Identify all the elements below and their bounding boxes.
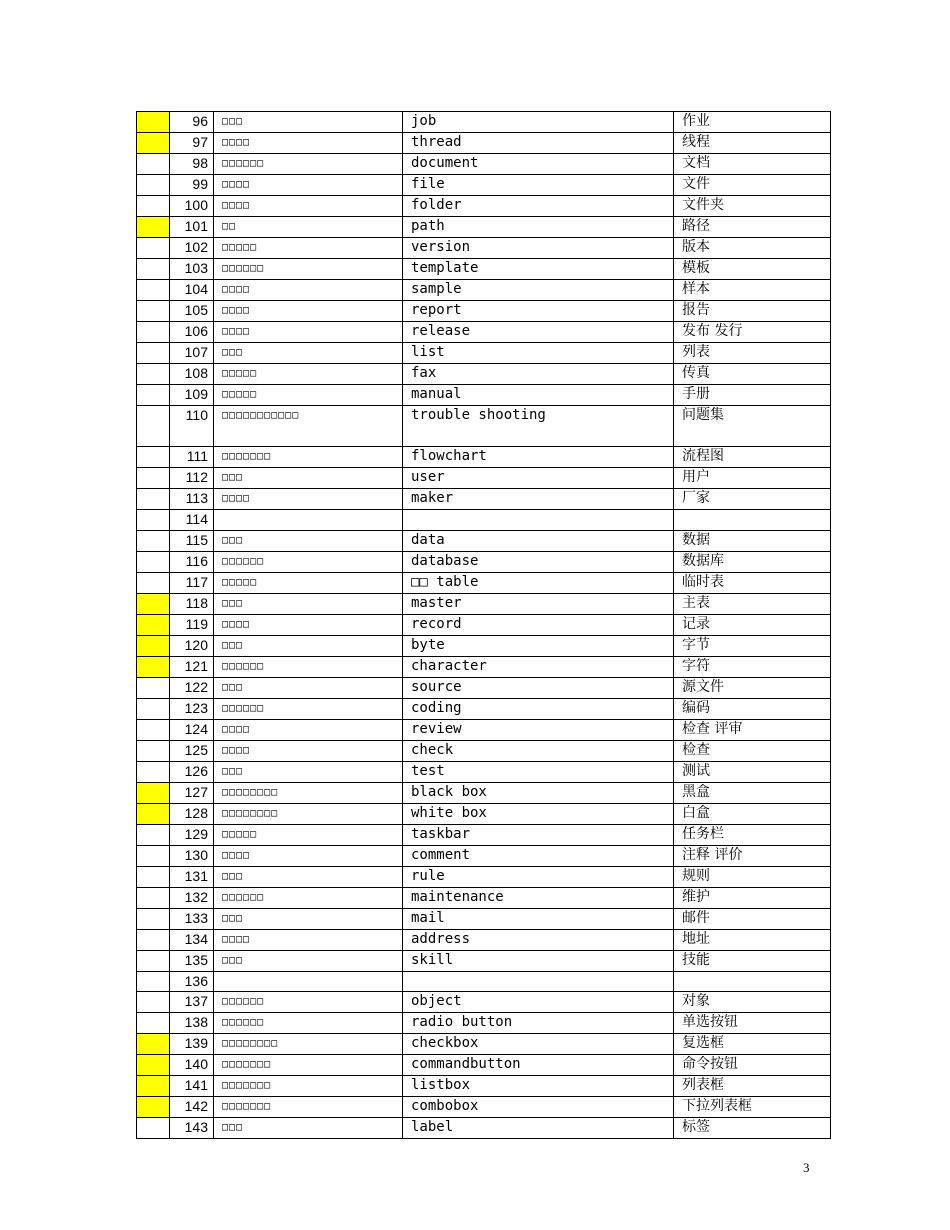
japanese-term-cell: □□□□□: [214, 572, 403, 593]
english-term-cell: version: [403, 238, 674, 259]
row-number-cell: 112: [170, 468, 214, 489]
row-number-cell: 127: [170, 782, 214, 803]
chinese-term-cell: 维护: [674, 887, 831, 908]
marker-cell: [137, 824, 170, 845]
english-term-cell: white box: [403, 803, 674, 824]
table-row: [137, 1034, 831, 1055]
row-number-cell: 108: [170, 364, 214, 385]
chinese-term-cell: 邮件: [674, 908, 831, 929]
marker-cell: [137, 489, 170, 510]
table-row: [137, 154, 831, 175]
japanese-term-cell: □□□: [214, 112, 403, 133]
row-number-cell: 122: [170, 677, 214, 698]
japanese-term-cell: □□□□□: [214, 364, 403, 385]
english-term-cell: [403, 510, 674, 531]
table-row: [137, 845, 831, 866]
table-row: [137, 510, 831, 531]
chinese-term-cell: 厂家: [674, 489, 831, 510]
english-term-cell: review: [403, 719, 674, 740]
japanese-term-cell: □□□□□□□: [214, 1055, 403, 1076]
english-term-cell: coding: [403, 698, 674, 719]
row-number-cell: 107: [170, 343, 214, 364]
marker-cell: [137, 238, 170, 259]
marker-cell: [137, 1013, 170, 1034]
table-row: [137, 175, 831, 196]
chinese-term-cell: 检查: [674, 740, 831, 761]
highlight-marker-cell: [137, 133, 170, 154]
marker-cell: [137, 551, 170, 572]
highlight-marker-cell: [137, 593, 170, 614]
japanese-term-cell: □□□□: [214, 175, 403, 196]
table-row: [137, 112, 831, 133]
row-number-cell: 124: [170, 719, 214, 740]
japanese-term-cell: □□□□□□: [214, 259, 403, 280]
chinese-term-cell: 发布 发行: [674, 322, 831, 343]
english-term-cell: label: [403, 1118, 674, 1139]
chinese-term-cell: 源文件: [674, 677, 831, 698]
marker-cell: [137, 364, 170, 385]
chinese-term-cell: 报告: [674, 301, 831, 322]
japanese-term-cell: □□□: [214, 468, 403, 489]
japanese-term-cell: □□□□: [214, 740, 403, 761]
japanese-term-cell: □□□□□□□□: [214, 1034, 403, 1055]
row-number-cell: 143: [170, 1118, 214, 1139]
table-row: [137, 698, 831, 719]
english-term-cell: □□ table: [403, 572, 674, 593]
table-row: [137, 929, 831, 950]
chinese-term-cell: 对象: [674, 992, 831, 1013]
table-row: [137, 551, 831, 572]
english-term-cell: thread: [403, 133, 674, 154]
row-number-cell: 116: [170, 551, 214, 572]
marker-cell: [137, 887, 170, 908]
chinese-term-cell: 字符: [674, 656, 831, 677]
japanese-term-cell: □□□□: [214, 196, 403, 217]
row-number-cell: 123: [170, 698, 214, 719]
chinese-term-cell: 列表框: [674, 1076, 831, 1097]
table-row: [137, 992, 831, 1013]
table-row: [137, 971, 831, 992]
chinese-term-cell: 临时表: [674, 572, 831, 593]
japanese-term-cell: □□□□□: [214, 238, 403, 259]
highlight-marker-cell: [137, 217, 170, 238]
marker-cell: [137, 572, 170, 593]
table-row: [137, 1013, 831, 1034]
row-number-cell: 120: [170, 635, 214, 656]
highlight-marker-cell: [137, 1034, 170, 1055]
chinese-term-cell: 单选按钮: [674, 1013, 831, 1034]
marker-cell: [137, 1118, 170, 1139]
table-row: [137, 866, 831, 887]
english-term-cell: checkbox: [403, 1034, 674, 1055]
table-row: [137, 217, 831, 238]
english-term-cell: list: [403, 343, 674, 364]
row-number-cell: 102: [170, 238, 214, 259]
marker-cell: [137, 301, 170, 322]
chinese-term-cell: [674, 510, 831, 531]
highlight-marker-cell: [137, 803, 170, 824]
table-row: [137, 803, 831, 824]
japanese-term-cell: □□□: [214, 530, 403, 551]
english-term-cell: mail: [403, 908, 674, 929]
english-term-cell: fax: [403, 364, 674, 385]
english-term-cell: comment: [403, 845, 674, 866]
japanese-term-cell: □□□: [214, 677, 403, 698]
english-term-cell: skill: [403, 950, 674, 971]
table-row: [137, 406, 831, 447]
english-term-cell: sample: [403, 280, 674, 301]
marker-cell: [137, 740, 170, 761]
japanese-term-cell: □□□□□□: [214, 154, 403, 175]
japanese-term-cell: □□□□□□□□: [214, 803, 403, 824]
chinese-term-cell: 规则: [674, 866, 831, 887]
row-number-cell: 142: [170, 1097, 214, 1118]
english-term-cell: record: [403, 614, 674, 635]
english-term-cell: master: [403, 593, 674, 614]
chinese-term-cell: 下拉列表框: [674, 1097, 831, 1118]
row-number-cell: 129: [170, 824, 214, 845]
row-number-cell: 119: [170, 614, 214, 635]
english-term-cell: manual: [403, 385, 674, 406]
japanese-term-cell: □□□: [214, 593, 403, 614]
english-term-cell: data: [403, 530, 674, 551]
highlight-marker-cell: [137, 614, 170, 635]
chinese-term-cell: 模板: [674, 259, 831, 280]
table-row: [137, 280, 831, 301]
japanese-term-cell: [214, 971, 403, 992]
marker-cell: [137, 280, 170, 301]
row-number-cell: 137: [170, 992, 214, 1013]
english-term-cell: radio button: [403, 1013, 674, 1034]
row-number-cell: 96: [170, 112, 214, 133]
marker-cell: [137, 908, 170, 929]
marker-cell: [137, 761, 170, 782]
japanese-term-cell: □□: [214, 217, 403, 238]
english-term-cell: path: [403, 217, 674, 238]
table-row: [137, 1097, 831, 1118]
row-number-cell: 126: [170, 761, 214, 782]
table-row: [137, 133, 831, 154]
chinese-term-cell: 数据库: [674, 551, 831, 572]
japanese-term-cell: □□□□□□: [214, 887, 403, 908]
marker-cell: [137, 929, 170, 950]
chinese-term-cell: 文件夹: [674, 196, 831, 217]
english-term-cell: character: [403, 656, 674, 677]
japanese-term-cell: [214, 510, 403, 531]
japanese-term-cell: □□□□□□: [214, 1013, 403, 1034]
japanese-term-cell: □□□□□□: [214, 551, 403, 572]
japanese-term-cell: □□□□: [214, 845, 403, 866]
highlight-marker-cell: [137, 1097, 170, 1118]
highlight-marker-cell: [137, 635, 170, 656]
row-number-cell: 135: [170, 950, 214, 971]
chinese-term-cell: [674, 971, 831, 992]
marker-cell: [137, 322, 170, 343]
english-term-cell: object: [403, 992, 674, 1013]
english-term-cell: database: [403, 551, 674, 572]
japanese-term-cell: □□□: [214, 761, 403, 782]
chinese-term-cell: 问题集: [674, 406, 831, 447]
english-term-cell: maintenance: [403, 887, 674, 908]
marker-cell: [137, 698, 170, 719]
chinese-term-cell: 编码: [674, 698, 831, 719]
english-term-cell: [403, 971, 674, 992]
row-number-cell: 114: [170, 510, 214, 531]
japanese-term-cell: □□□□□□□: [214, 1076, 403, 1097]
english-term-cell: check: [403, 740, 674, 761]
japanese-term-cell: □□□□□□□□: [214, 782, 403, 803]
english-term-cell: taskbar: [403, 824, 674, 845]
english-term-cell: job: [403, 112, 674, 133]
row-number-cell: 103: [170, 259, 214, 280]
row-number-cell: 132: [170, 887, 214, 908]
row-number-cell: 109: [170, 385, 214, 406]
table-row: [137, 824, 831, 845]
table-row: [137, 950, 831, 971]
english-term-cell: template: [403, 259, 674, 280]
chinese-term-cell: 地址: [674, 929, 831, 950]
table-row: [137, 740, 831, 761]
row-number-cell: 134: [170, 929, 214, 950]
table-row: [137, 364, 831, 385]
marker-cell: [137, 175, 170, 196]
chinese-term-cell: 黑盒: [674, 782, 831, 803]
row-number-cell: 101: [170, 217, 214, 238]
chinese-term-cell: 复选框: [674, 1034, 831, 1055]
row-number-cell: 118: [170, 593, 214, 614]
english-term-cell: test: [403, 761, 674, 782]
marker-cell: [137, 845, 170, 866]
chinese-term-cell: 流程图: [674, 447, 831, 468]
table-row: [137, 468, 831, 489]
table-row: [137, 196, 831, 217]
japanese-term-cell: □□□□: [214, 489, 403, 510]
japanese-term-cell: □□□□: [214, 322, 403, 343]
chinese-term-cell: 主表: [674, 593, 831, 614]
row-number-cell: 136: [170, 971, 214, 992]
row-number-cell: 111: [170, 447, 214, 468]
japanese-term-cell: □□□□: [214, 614, 403, 635]
japanese-term-cell: □□□□: [214, 280, 403, 301]
chinese-term-cell: 样本: [674, 280, 831, 301]
glossary-table-body: [137, 112, 831, 1139]
row-number-cell: 100: [170, 196, 214, 217]
marker-cell: [137, 468, 170, 489]
table-row: [137, 259, 831, 280]
chinese-term-cell: 任务栏: [674, 824, 831, 845]
japanese-term-cell: □□□□□□: [214, 698, 403, 719]
table-row: [137, 1055, 831, 1076]
row-number-cell: 115: [170, 530, 214, 551]
table-row: [137, 385, 831, 406]
chinese-term-cell: 技能: [674, 950, 831, 971]
marker-cell: [137, 385, 170, 406]
chinese-term-cell: 注释 评价: [674, 845, 831, 866]
table-row: [137, 447, 831, 468]
chinese-term-cell: 数据: [674, 530, 831, 551]
chinese-term-cell: 作业: [674, 112, 831, 133]
japanese-term-cell: □□□: [214, 635, 403, 656]
chinese-term-cell: 版本: [674, 238, 831, 259]
table-row: [137, 761, 831, 782]
chinese-term-cell: 文件: [674, 175, 831, 196]
japanese-term-cell: □□□□: [214, 719, 403, 740]
marker-cell: [137, 992, 170, 1013]
table-row: [137, 614, 831, 635]
japanese-term-cell: □□□: [214, 866, 403, 887]
row-number-cell: 139: [170, 1034, 214, 1055]
chinese-term-cell: 测试: [674, 761, 831, 782]
row-number-cell: 130: [170, 845, 214, 866]
chinese-term-cell: 线程: [674, 133, 831, 154]
marker-cell: [137, 259, 170, 280]
english-term-cell: commandbutton: [403, 1055, 674, 1076]
marker-cell: [137, 530, 170, 551]
highlight-marker-cell: [137, 1055, 170, 1076]
table-row: [137, 238, 831, 259]
row-number-cell: 106: [170, 322, 214, 343]
english-term-cell: release: [403, 322, 674, 343]
marker-cell: [137, 154, 170, 175]
marker-cell: [137, 406, 170, 447]
japanese-term-cell: □□□: [214, 1118, 403, 1139]
english-term-cell: document: [403, 154, 674, 175]
chinese-term-cell: 命令按钮: [674, 1055, 831, 1076]
chinese-term-cell: 手册: [674, 385, 831, 406]
english-term-cell: byte: [403, 635, 674, 656]
row-number-cell: 125: [170, 740, 214, 761]
table-row: [137, 572, 831, 593]
row-number-cell: 99: [170, 175, 214, 196]
english-term-cell: combobox: [403, 1097, 674, 1118]
row-number-cell: 97: [170, 133, 214, 154]
japanese-term-cell: □□□□□□□□□□□: [214, 406, 403, 447]
row-number-cell: 104: [170, 280, 214, 301]
chinese-term-cell: 白盒: [674, 803, 831, 824]
chinese-term-cell: 用户: [674, 468, 831, 489]
english-term-cell: report: [403, 301, 674, 322]
japanese-term-cell: □□□□□: [214, 824, 403, 845]
highlight-marker-cell: [137, 1076, 170, 1097]
page-number: 3: [803, 1160, 810, 1175]
marker-cell: [137, 677, 170, 698]
table-row: [137, 301, 831, 322]
row-number-cell: 140: [170, 1055, 214, 1076]
japanese-term-cell: □□□□□□: [214, 992, 403, 1013]
english-term-cell: listbox: [403, 1076, 674, 1097]
english-term-cell: flowchart: [403, 447, 674, 468]
chinese-term-cell: 记录: [674, 614, 831, 635]
english-term-cell: source: [403, 677, 674, 698]
chinese-term-cell: 列表: [674, 343, 831, 364]
japanese-term-cell: □□□□: [214, 929, 403, 950]
english-term-cell: maker: [403, 489, 674, 510]
table-row: [137, 343, 831, 364]
row-number-cell: 141: [170, 1076, 214, 1097]
table-row: [137, 782, 831, 803]
row-number-cell: 113: [170, 489, 214, 510]
japanese-term-cell: □□□□: [214, 301, 403, 322]
table-row: [137, 635, 831, 656]
japanese-term-cell: □□□□□□: [214, 656, 403, 677]
table-row: [137, 677, 831, 698]
marker-cell: [137, 971, 170, 992]
row-number-cell: 138: [170, 1013, 214, 1034]
highlight-marker-cell: [137, 656, 170, 677]
highlight-marker-cell: [137, 782, 170, 803]
table-row: [137, 1076, 831, 1097]
marker-cell: [137, 196, 170, 217]
marker-cell: [137, 866, 170, 887]
japanese-term-cell: □□□: [214, 950, 403, 971]
japanese-term-cell: □□□□: [214, 133, 403, 154]
table-row: [137, 887, 831, 908]
english-term-cell: folder: [403, 196, 674, 217]
row-number-cell: 131: [170, 866, 214, 887]
japanese-term-cell: □□□: [214, 343, 403, 364]
chinese-term-cell: 文档: [674, 154, 831, 175]
english-term-cell: address: [403, 929, 674, 950]
marker-cell: [137, 510, 170, 531]
table-row: [137, 593, 831, 614]
row-number-cell: 110: [170, 406, 214, 447]
row-number-cell: 121: [170, 656, 214, 677]
row-number-cell: 128: [170, 803, 214, 824]
highlight-marker-cell: [137, 112, 170, 133]
table-row: [137, 489, 831, 510]
marker-cell: [137, 343, 170, 364]
english-term-cell: trouble shooting: [403, 406, 674, 447]
chinese-term-cell: 路径: [674, 217, 831, 238]
table-row: [137, 322, 831, 343]
chinese-term-cell: 传真: [674, 364, 831, 385]
chinese-term-cell: 检查 评审: [674, 719, 831, 740]
glossary-table: [136, 111, 831, 1139]
japanese-term-cell: □□□□□□□: [214, 447, 403, 468]
chinese-term-cell: 字节: [674, 635, 831, 656]
english-term-cell: rule: [403, 866, 674, 887]
japanese-term-cell: □□□□□: [214, 385, 403, 406]
japanese-term-cell: □□□: [214, 908, 403, 929]
table-row: [137, 656, 831, 677]
row-number-cell: 133: [170, 908, 214, 929]
japanese-term-cell: □□□□□□□: [214, 1097, 403, 1118]
table-row: [137, 719, 831, 740]
table-row: [137, 530, 831, 551]
chinese-term-cell: 标签: [674, 1118, 831, 1139]
table-row: [137, 1118, 831, 1139]
table-row: [137, 908, 831, 929]
row-number-cell: 98: [170, 154, 214, 175]
marker-cell: [137, 950, 170, 971]
english-term-cell: user: [403, 468, 674, 489]
marker-cell: [137, 447, 170, 468]
row-number-cell: 117: [170, 572, 214, 593]
english-term-cell: file: [403, 175, 674, 196]
english-term-cell: black box: [403, 782, 674, 803]
row-number-cell: 105: [170, 301, 214, 322]
marker-cell: [137, 719, 170, 740]
